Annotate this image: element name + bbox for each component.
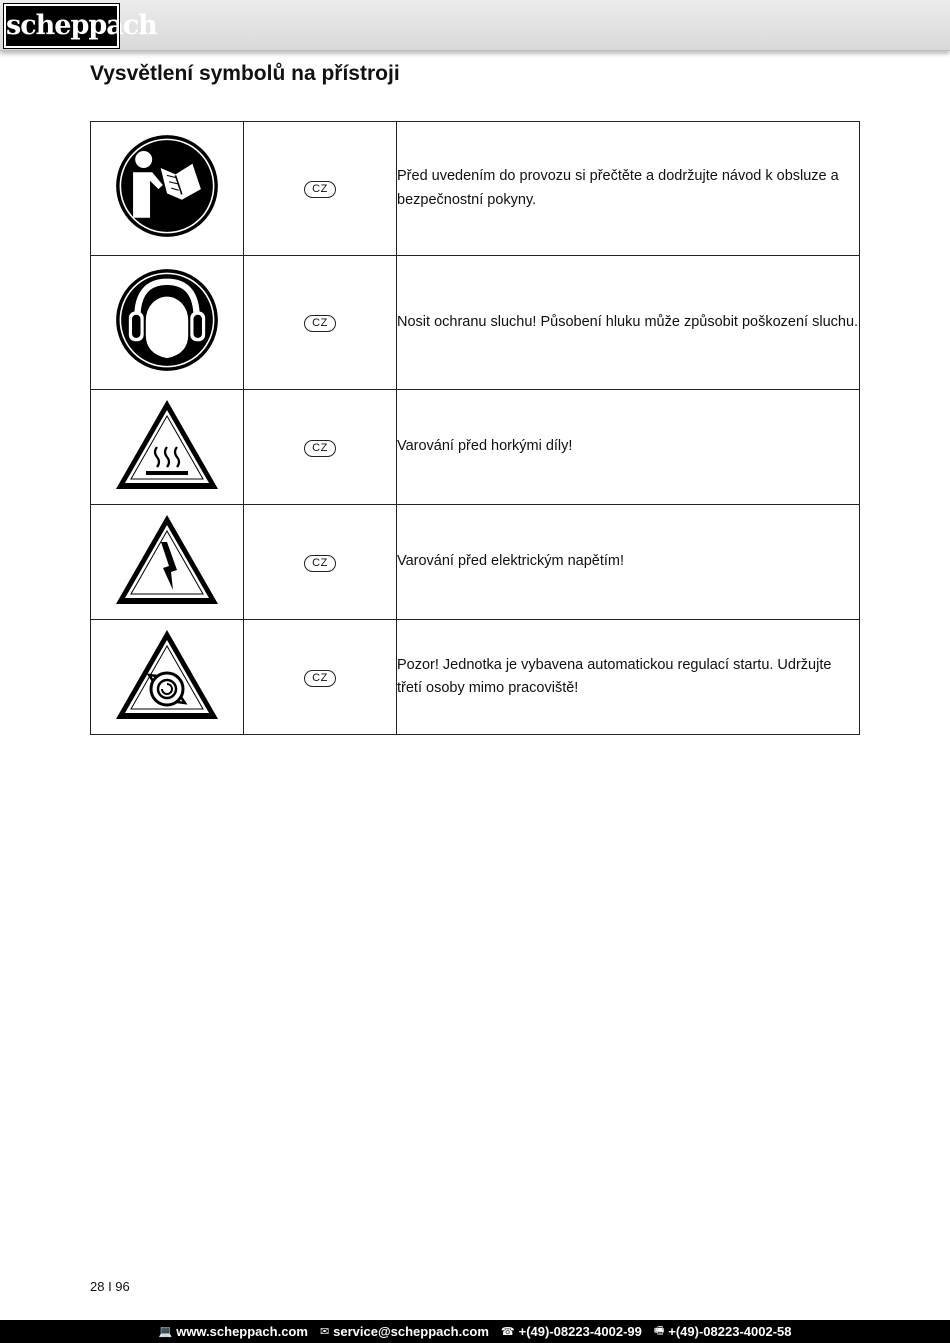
footer-email[interactable] [320, 1324, 489, 1339]
hot-surface-warning-icon [113, 397, 221, 493]
table-row [91, 256, 860, 390]
symbol-cell [91, 256, 244, 390]
language-cell [244, 122, 397, 256]
language-badge: CZ [304, 670, 336, 687]
language-cell [244, 505, 397, 620]
page-title: Vysvětlení symbolů na přístroji [90, 62, 400, 85]
table-row [91, 122, 860, 256]
footer-website[interactable] [159, 1324, 308, 1339]
symbol-cell [91, 390, 244, 505]
language-badge: CZ [304, 440, 336, 457]
fax-icon: 🖷 [653, 1325, 665, 1337]
symbol-cell [91, 122, 244, 256]
table-row [91, 620, 860, 735]
page-number: 28 I 96 [90, 1279, 130, 1294]
computer-icon: 💻 [158, 1326, 173, 1338]
language-badge: CZ [304, 181, 336, 198]
ear-protection-icon [114, 267, 220, 373]
header-bar [0, 0, 950, 51]
symbol-cell [91, 505, 244, 620]
scheppach-logo: scheppach [4, 4, 119, 48]
phone-number: +(49)-08223-4002-99 [518, 1324, 642, 1339]
footer-fax [654, 1322, 792, 1341]
footer-phone [501, 1324, 642, 1339]
read-manual-icon [114, 133, 220, 239]
email-icon: ✉ [319, 1326, 330, 1338]
email-link[interactable]: service@scheppach.com [333, 1324, 489, 1339]
symbol-description: Varování před horkými díly! [397, 390, 860, 505]
symbols-table [90, 121, 860, 735]
symbol-description: Pozor! Jednotka je vybavena automatickou regulací startu. Udržujte třetí osoby mimo pracoviště! [397, 620, 860, 735]
table-row [91, 390, 860, 505]
symbol-description: Před uvedením do provozu si přečtěte a dodržujte návod k obsluze a bezpečnostní pokyny. [397, 122, 860, 256]
language-badge: CZ [304, 315, 336, 332]
language-cell [244, 620, 397, 735]
language-cell [244, 390, 397, 505]
table-row [91, 505, 860, 620]
symbol-description: Varování před elektrickým napětím! [397, 505, 860, 620]
electric-voltage-warning-icon [113, 512, 221, 608]
language-cell [244, 256, 397, 390]
symbol-cell [91, 620, 244, 735]
phone-icon: ☎ [500, 1326, 515, 1338]
fax-number: +(49)-08223-4002-58 [668, 1324, 792, 1339]
symbol-description: Nosit ochranu sluchu! Působení hluku může způsobit poškození sluchu. [397, 256, 860, 390]
automatic-start-warning-icon [113, 627, 221, 723]
website-link[interactable]: www.scheppach.com [176, 1324, 308, 1339]
footer-bar [0, 1320, 950, 1343]
language-badge: CZ [304, 555, 336, 572]
